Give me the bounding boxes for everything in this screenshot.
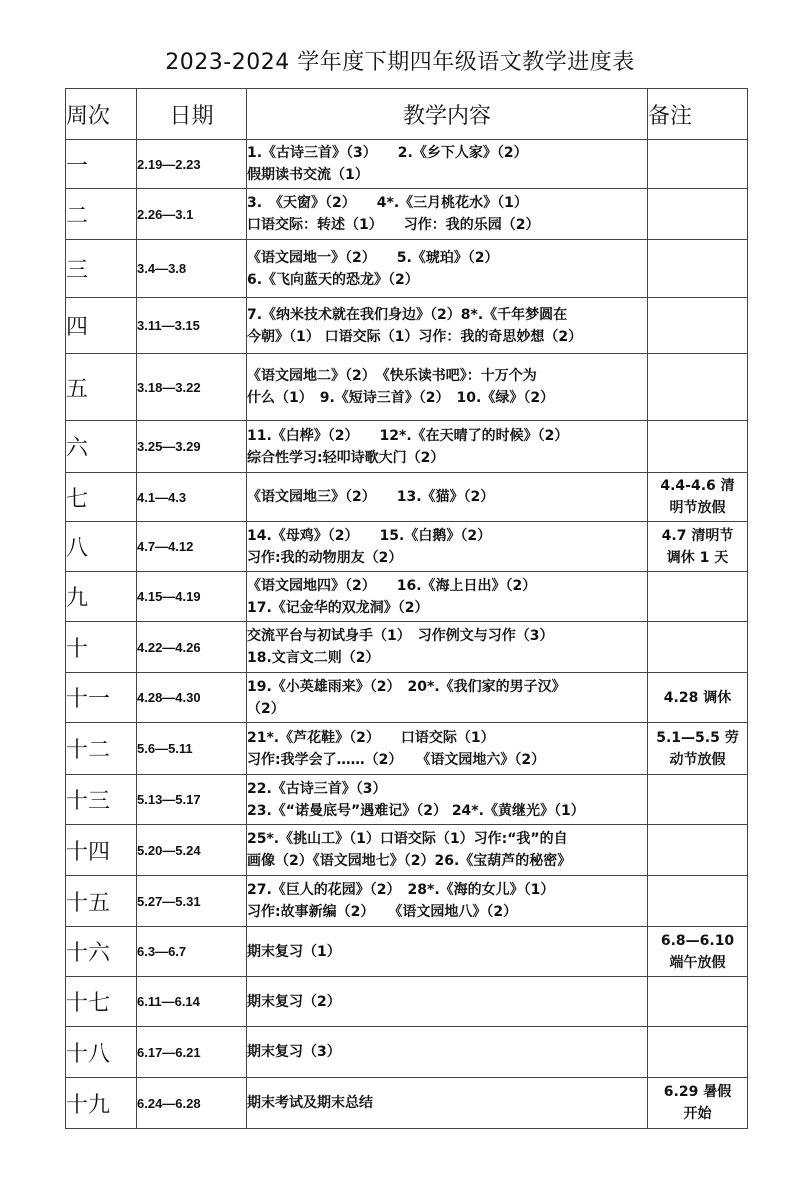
content-line: 21*.《芦花鞋》（2） 口语交际（1） — [247, 729, 495, 746]
content-cell — [247, 1027, 648, 1078]
content-cell — [247, 1078, 648, 1129]
note-line: 明节放假 — [669, 500, 726, 516]
week-cell: 七 — [66, 473, 137, 522]
date-cell: 3.25—3.29 — [137, 421, 247, 473]
header-row — [66, 89, 748, 140]
content-cell — [247, 723, 648, 775]
note-cell — [648, 673, 748, 723]
table-row — [66, 622, 748, 673]
content-cell — [247, 522, 648, 572]
date-cell: 2.26—3.1 — [137, 189, 247, 240]
content-line: 期末复习（3） — [247, 1044, 341, 1060]
week-cell: 十一 — [66, 673, 137, 723]
table-row — [66, 927, 748, 977]
week-cell: 十七 — [66, 977, 137, 1027]
date-cell: 6.3—6.7 — [137, 927, 247, 977]
table-row — [66, 775, 748, 825]
content-line: 6.《飞向蓝天的恐龙》（2） — [247, 271, 419, 288]
note-cell — [648, 572, 748, 622]
content-cell — [247, 977, 648, 1027]
content-line: 习作:我的动物朋友（2） — [247, 549, 403, 566]
week-cell: 二 — [66, 189, 137, 240]
note-cell — [648, 354, 748, 421]
note-line: 6.29 暑假 — [663, 1084, 732, 1100]
content-line: 今朝》（1） 口语交际（1）习作：我的奇思妙想（2） — [247, 328, 583, 345]
table-row — [66, 876, 748, 927]
table-row — [66, 473, 748, 522]
content-line: 19.《小英雄雨来》（2） 20*.《我们家的男子汉》 — [247, 678, 566, 695]
note-cell — [648, 1078, 748, 1129]
content-cell — [247, 298, 648, 354]
content-cell — [247, 622, 648, 673]
content-line: 《语文园地三》（2） 13.《猫》（2） — [247, 489, 495, 505]
date-cell: 4.1—4.3 — [137, 473, 247, 522]
content-cell — [247, 673, 648, 723]
date-cell: 4.22—4.26 — [137, 622, 247, 673]
table-row — [66, 354, 748, 421]
note-cell — [648, 775, 748, 825]
document-title: 2023-2024 学年度下期四年级语文教学进度表 — [165, 50, 635, 75]
header-date: 日期 — [137, 89, 247, 140]
table-row — [66, 522, 748, 572]
note-cell — [648, 825, 748, 876]
table-row — [66, 1078, 748, 1129]
content-line: 综合性学习:轻叩诗歌大门（2） — [247, 449, 445, 466]
date-cell: 6.17—6.21 — [137, 1027, 247, 1078]
content-line: 25*.《挑山工》（1）口语交际（1）习作:“我”的自 — [247, 831, 568, 847]
content-line: 交流平台与初试身手（1） 习作例文与习作（3） — [247, 628, 554, 644]
note-cell — [648, 876, 748, 927]
note-cell — [648, 977, 748, 1027]
week-cell: 六 — [66, 421, 137, 473]
note-line: 6.8—6.10 — [660, 932, 735, 949]
table-row — [66, 240, 748, 298]
content-line: 14.《母鸡》（2） 15.《白鹅》（2） — [247, 527, 492, 544]
content-cell — [247, 775, 648, 825]
content-cell — [247, 354, 648, 421]
schedule-table — [65, 88, 748, 1129]
content-line: 习作:故事新编（2） 《语文园地八》（2） — [247, 904, 518, 920]
header-content: 教学内容 — [247, 89, 648, 140]
week-cell: 三 — [66, 240, 137, 298]
content-cell — [247, 876, 648, 927]
content-cell — [247, 140, 648, 189]
note-cell — [648, 298, 748, 354]
note-cell — [648, 522, 748, 572]
date-cell: 2.19—2.23 — [137, 140, 247, 189]
date-cell: 4.28—4.30 — [137, 673, 247, 723]
content-line: 期末考试及期末总结 — [247, 1095, 373, 1111]
week-cell: 十九 — [66, 1078, 137, 1129]
note-cell — [648, 723, 748, 775]
date-cell: 3.11—3.15 — [137, 298, 247, 354]
date-cell: 4.15—4.19 — [137, 572, 247, 622]
note-line: 开始 — [683, 1106, 712, 1122]
note-cell — [648, 622, 748, 673]
week-cell: 十二 — [66, 723, 137, 775]
date-cell: 4.7—4.12 — [137, 522, 247, 572]
note-line: 端午放假 — [669, 954, 726, 971]
note-line: 调休 1 天 — [666, 549, 729, 566]
table-row — [66, 723, 748, 775]
table-row — [66, 140, 748, 189]
content-line: 3. 《天窗》（2） 4*.《三月桃花水》（1） — [247, 195, 528, 211]
content-cell — [247, 927, 648, 977]
content-line: 什么（1） 9.《短诗三首》（2） 10.《绿》（2） — [247, 390, 555, 406]
week-cell: 十三 — [66, 775, 137, 825]
table-row — [66, 298, 748, 354]
note-cell — [648, 421, 748, 473]
week-cell: 十六 — [66, 927, 137, 977]
date-cell: 6.11—6.14 — [137, 977, 247, 1027]
content-cell — [247, 421, 648, 473]
content-line: 习作:我学会了……（2） 《语文园地六》（2） — [247, 751, 546, 768]
table-row — [66, 673, 748, 723]
content-line: 17.《记金华的双龙洞》（2） — [247, 599, 429, 616]
content-line: 假期读书交流（1） — [247, 167, 369, 183]
content-line: 期末复习（2） — [247, 993, 341, 1010]
date-cell: 5.27—5.31 — [137, 876, 247, 927]
content-line: （2） — [247, 700, 285, 717]
date-cell: 5.13—5.17 — [137, 775, 247, 825]
table-row — [66, 977, 748, 1027]
week-cell: 十八 — [66, 1027, 137, 1078]
content-line: 27.《巨人的花园》（2） 28*.《海的女儿》（1） — [247, 882, 555, 898]
note-line: 动节放假 — [669, 751, 726, 768]
table-row — [66, 572, 748, 622]
header-week: 周次 — [66, 89, 137, 140]
schedule-body — [66, 140, 748, 1129]
content-line: 18.文言文二则（2） — [247, 650, 380, 666]
note-cell — [648, 140, 748, 189]
note-cell — [648, 189, 748, 240]
week-cell: 十五 — [66, 876, 137, 927]
content-cell — [247, 240, 648, 298]
date-cell: 5.6—5.11 — [137, 723, 247, 775]
week-cell: 四 — [66, 298, 137, 354]
date-cell: 3.18—3.22 — [137, 354, 247, 421]
week-cell: 一 — [66, 140, 137, 189]
content-line: 《语文园地四》（2） 16.《海上日出》（2） — [247, 577, 537, 594]
content-cell — [247, 189, 648, 240]
table-row — [66, 421, 748, 473]
header-note: 备注 — [648, 89, 748, 140]
week-cell: 八 — [66, 522, 137, 572]
content-line: 口语交际：转述（1） 习作：我的乐园（2） — [247, 217, 540, 233]
content-line: 7.《纳米技术就在我们身边》（2）8*.《千年梦圆在 — [247, 306, 568, 323]
note-cell — [648, 1027, 748, 1078]
week-cell: 九 — [66, 572, 137, 622]
date-cell: 3.4—3.8 — [137, 240, 247, 298]
content-line: 《语文园地一》（2） 5.《琥珀》（2） — [247, 249, 499, 266]
week-cell: 十四 — [66, 825, 137, 876]
content-line: 1.《古诗三首》（3） 2.《乡下人家》（2） — [247, 145, 528, 161]
note-line: 4.7 清明节 — [661, 527, 734, 544]
content-cell — [247, 825, 648, 876]
table-row — [66, 825, 748, 876]
date-cell: 5.20—5.24 — [137, 825, 247, 876]
content-line: 画像（2）《语文园地七》（2）26.《宝葫芦的秘密》 — [247, 853, 572, 869]
note-line: 4.28 调休 — [663, 689, 732, 706]
note-cell — [648, 927, 748, 977]
table-row — [66, 189, 748, 240]
note-line: 5.1—5.5 劳 — [656, 729, 739, 746]
note-cell — [648, 240, 748, 298]
content-cell — [247, 473, 648, 522]
note-cell — [648, 473, 748, 522]
content-line: 23.《“诺曼底号”遇难记》（2） 24*.《黄继光》（1） — [247, 802, 585, 819]
week-cell: 十 — [66, 622, 137, 673]
table-row — [66, 1027, 748, 1078]
note-line: 4.4-4.6 清 — [660, 478, 735, 494]
week-cell: 五 — [66, 354, 137, 421]
content-cell — [247, 572, 648, 622]
content-line: 22.《古诗三首》（3） — [247, 780, 387, 797]
content-line: 《语文园地二》（2） 《快乐读书吧》：十万个为 — [247, 368, 537, 384]
date-cell: 6.24—6.28 — [137, 1078, 247, 1129]
content-line: 期末复习（1） — [247, 943, 341, 960]
content-line: 11.《白桦》（2） 12*.《在天晴了的时候》（2） — [247, 427, 569, 444]
